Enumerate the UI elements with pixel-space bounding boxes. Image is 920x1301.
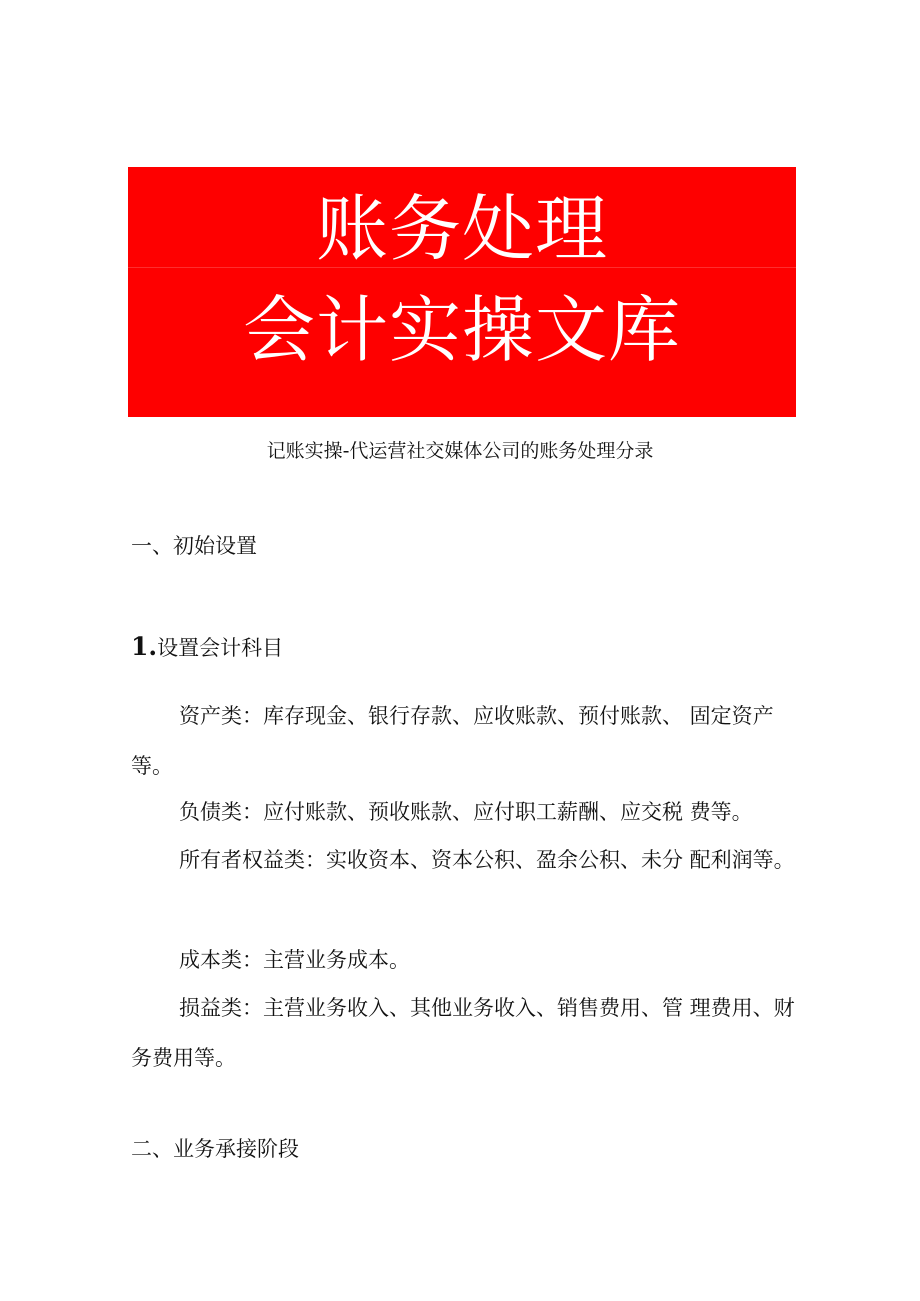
banner-title-line2: 会计实操文库 <box>242 288 681 372</box>
document-title: 记账实操-代运营社交媒体公司的账务处理分录 <box>266 440 654 462</box>
banner-title-line1: 账务处理 <box>315 187 608 271</box>
section-heading-initial-setup: 一、初始设置 <box>131 534 257 558</box>
subsection-label: 设置会计科目 <box>157 636 284 660</box>
title-banner <box>128 167 796 417</box>
paragraph-equity: 所有者权益类：实收资本、资本公积、盈余公积、未分 配利润等。 <box>179 848 795 872</box>
paragraph-cost: 成本类：主营业务成本。 <box>179 948 410 972</box>
paragraph-assets: 资产类：库存现金、银行存款、应收账款、预付账款、 固定资产等。 <box>131 704 774 778</box>
section-heading-business-intake: 二、业务承接阶段 <box>131 1137 299 1161</box>
paragraph-profit-loss: 损益类：主营业务收入、其他业务收入、销售费用、管 理费用、财务费用等。 <box>131 996 795 1070</box>
subsection-number: 1. <box>131 632 158 661</box>
paragraph-liabilities: 负债类：应付账款、预收账款、应付职工薪酬、应交税 费等。 <box>179 800 753 824</box>
subsection-heading-accounts <box>131 630 283 665</box>
